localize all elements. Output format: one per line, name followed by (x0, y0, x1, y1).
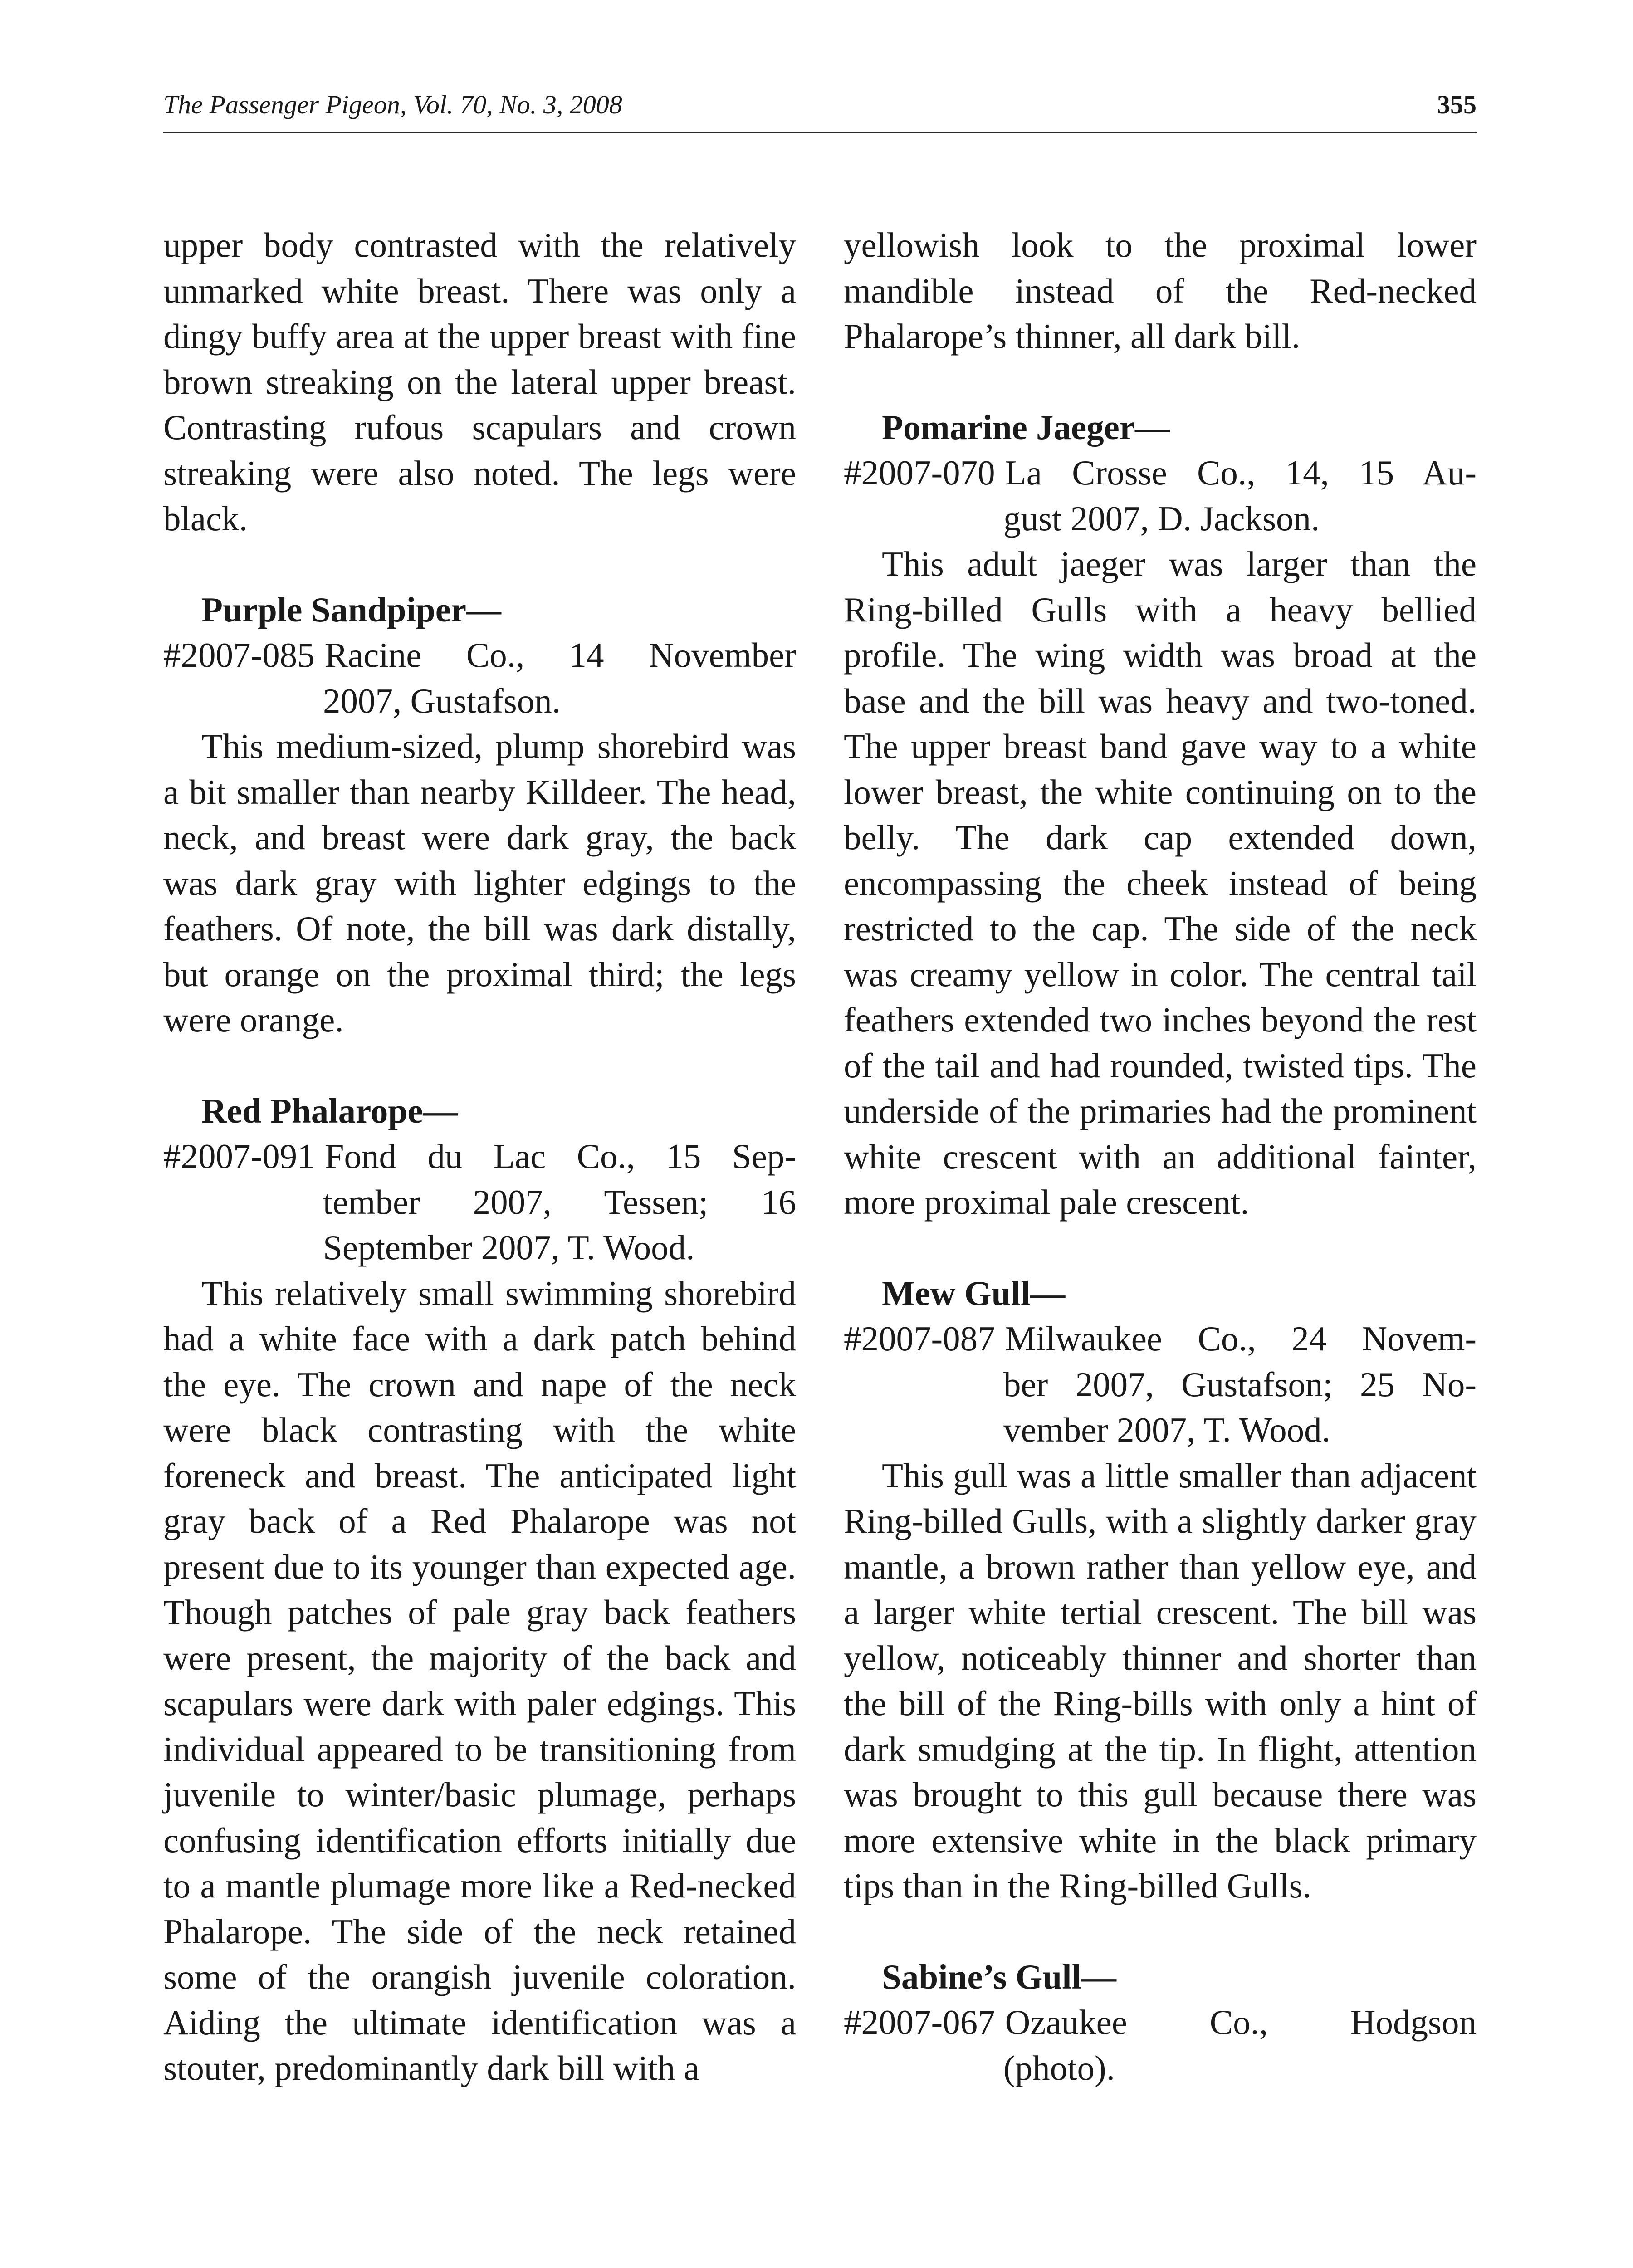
record-id: #2007-070 (844, 453, 995, 492)
page-number: 355 (1437, 90, 1477, 119)
record-id: #2007-067 (844, 2003, 995, 2042)
intro-paragraph: upper body contrasted with the relatively unmarked white breast. There was only a dingy buffy area at the upper breast with fine brown streaking on the lateral upper breast. Contrasting rufous scapulars and crown streaking were also noted. The legs were black. (163, 225, 796, 538)
record-line: tember 2007, Tessen; 16 (323, 1182, 796, 1222)
record-line: La Crosse Co., 14, 15 Au- (1005, 453, 1477, 492)
running-header (163, 89, 1477, 133)
species-description: This relatively small swimming shorebird had a white face with a dark patch behind the eye. The crown and nape of the neck were black contrasting with the white foreneck and breast. The anticipated light gray back of a Red Phalarope was not present due to its younger than expected age. Though patches of pale gray back feathers were present, the majority of the back and scapulars were dark with paler edgings. This individual appeared to be transitioning from juvenile to winter/basic plumage, perhaps confusing identification efforts initially due to a mantle plumage more like a Red-necked Phalarope. The side of the neck retained some of the orangish juvenile coloration. Aiding the ultimate identification was a stouter, predominantly dark bill with a (163, 1273, 796, 2087)
species-heading-red-phalarope: Red Phalarope— (201, 1091, 458, 1130)
species-heading-pomarine-jaeger: Pomarine Jaeger— (882, 407, 1170, 447)
record-line: Fond du Lac Co., 15 Sep- (324, 1137, 796, 1176)
record-line: September 2007, T. Wood. (323, 1228, 695, 1267)
record-red-phalarope (163, 1134, 796, 1271)
record-line: Milwaukee Co., 24 Novem- (1005, 1319, 1477, 1358)
species-heading-mew-gull: Mew Gull— (882, 1273, 1066, 1313)
species-description: This medium-sized, plump shorebird was a bit smaller than nearby Killdeer. The head, neck, and breast were dark gray, the back was dark gray with lighter edgings to the feathers. Of note, the bill was dark distally, but orange on the proximal third; the legs were orange. (163, 727, 796, 1039)
species-description: This adult jaeger was larger than the Ring-billed Gulls with a heavy bellied profile. The wing width was broad at the base and the bill was heavy and two-toned. The upper breast band gave way to a white lower breast, the white continuing on to the belly. The dark cap extended down, encompassing the cheek instead of being restricted to the cap. The side of the neck was creamy yellow in color. The central tail feathers extended two inches beyond the rest of the tail and had rounded, twisted tips. The underside of the primaries had the prominent white crescent with an additional fainter, more proximal pale crescent. (844, 544, 1477, 1222)
species-heading-purple-sandpiper: Purple Sandpiper— (201, 590, 502, 629)
record-line: ber 2007, Gustafson; 25 No- (1003, 1364, 1477, 1404)
record-id: #2007-091 (163, 1137, 315, 1176)
record-id: #2007-087 (844, 1319, 995, 1358)
record-mew-gull (844, 1316, 1477, 1453)
journal-running-title: The Passenger Pigeon, Vol. 70, No. 3, 2008 (163, 90, 622, 119)
record-line: Racine Co., 14 November (324, 635, 796, 675)
record-line: vember 2007, T. Wood. (1003, 1410, 1330, 1449)
right-column (844, 222, 1477, 2091)
record-line: gust 2007, D. Jackson. (1003, 499, 1320, 538)
record-sabines-gull (844, 1999, 1477, 2091)
record-id: #2007-085 (163, 635, 315, 675)
record-purple-sandpiper (163, 632, 796, 723)
record-line: 2007, Gustafson. (323, 681, 561, 720)
continued-paragraph: yellowish look to the proximal lower mandible instead of the Red-necked Phalarope’s thinner, all dark bill. (844, 225, 1477, 356)
left-column (163, 222, 796, 2091)
record-line: Ozaukee Co., Hodgson (1005, 2003, 1477, 2042)
record-line: (photo). (1003, 2048, 1115, 2087)
record-pomarine-jaeger (844, 450, 1477, 541)
species-description: This gull was a little smaller than adjacent Ring-billed Gulls, with a slightly darker gray mantle, a brown rather than yellow eye, and a larger white tertial crescent. The bill was yellow, noticeably thinner and shorter than the bill of the Ring-bills with only a hint of dark smudging at the tip. In flight, attention was brought to this gull because there was more extensive white in the black primary tips than in the Ring-billed Gulls. (844, 1456, 1477, 1905)
species-heading-sabines-gull: Sabine’s Gull— (882, 1957, 1117, 1996)
